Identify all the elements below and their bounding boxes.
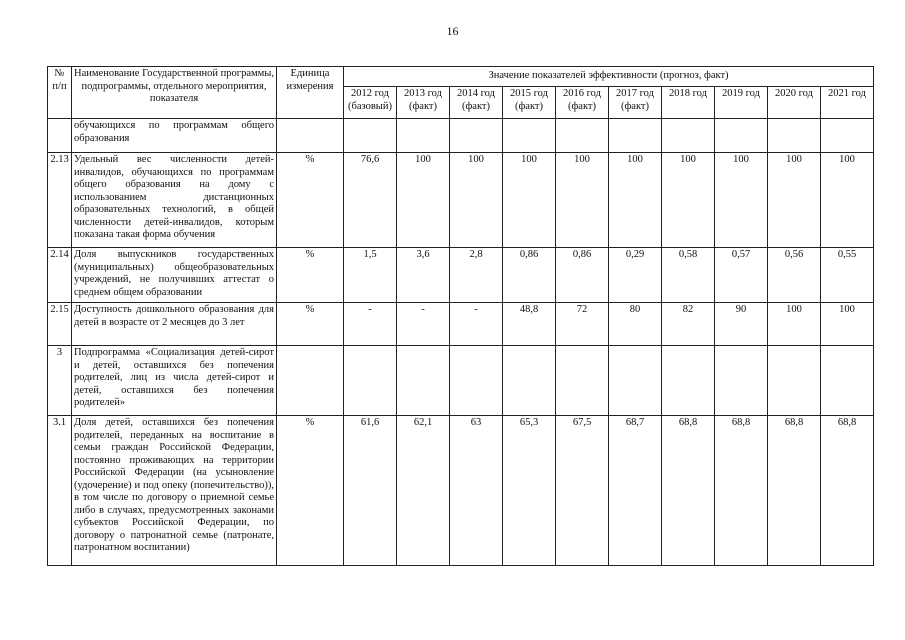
row-value-9 — [821, 346, 874, 416]
header-year-2 — [450, 87, 503, 119]
header-year-label: 2016 год — [563, 88, 601, 99]
row-value-1 — [397, 346, 450, 416]
row-value-7: 0,57 — [715, 248, 768, 303]
header-year-7 — [715, 87, 768, 119]
row-value-0 — [344, 119, 397, 153]
row-value-7: 68,8 — [715, 416, 768, 566]
row-value-7: 100 — [715, 153, 768, 248]
header-year-label: 2014 год — [457, 88, 495, 99]
header-num: № п/п — [48, 67, 72, 119]
row-value-4: 0,86 — [556, 248, 609, 303]
row-unit — [277, 346, 344, 416]
row-value-4 — [556, 119, 609, 153]
row-value-3: 48,8 — [503, 303, 556, 346]
row-name: Доля детей, оставшихся без попечения родителей, переданных на воспитание в семьи граждан Российской Федерации, постоянно проживающих на территории Российской Федерации (на усыновление (удочерение) и под опеку (попечительство)), в том числе по договору о приемной семье либо в случаях, предусмотренных законами субъектов Российской Федерации, по договору о патронатной семье (патронате, патронатном воспитании) — [72, 416, 277, 566]
row-unit: % — [277, 303, 344, 346]
row-value-6: 82 — [662, 303, 715, 346]
row-value-0: 76,6 — [344, 153, 397, 248]
row-value-1 — [397, 119, 450, 153]
row-value-3: 65,3 — [503, 416, 556, 566]
row-value-9 — [821, 119, 874, 153]
header-year-5 — [609, 87, 662, 119]
header-year-label: 2020 год — [775, 88, 813, 99]
row-value-6 — [662, 119, 715, 153]
header-year-4 — [556, 87, 609, 119]
row-value-2: - — [450, 303, 503, 346]
row-value-2 — [450, 346, 503, 416]
row-num: 2.13 — [48, 153, 72, 248]
row-value-7 — [715, 119, 768, 153]
row-value-9: 100 — [821, 153, 874, 248]
row-name: Доля выпускников государственных (муниципальных) общеобразовательных учреждений, не получивших аттестат о среднем общем образовании — [72, 248, 277, 303]
header-year-note: (факт) — [567, 100, 596, 112]
row-value-8 — [768, 346, 821, 416]
row-value-5 — [609, 119, 662, 153]
header-year-9 — [821, 87, 874, 119]
table-row — [48, 119, 874, 153]
row-value-6: 100 — [662, 153, 715, 248]
row-value-3: 0,86 — [503, 248, 556, 303]
table-row — [48, 346, 874, 416]
header-year-3 — [503, 87, 556, 119]
header-year-note: (факт) — [408, 100, 437, 112]
header-year-note: (факт) — [514, 100, 543, 112]
row-num: 2.15 — [48, 303, 72, 346]
row-value-2: 2,8 — [450, 248, 503, 303]
row-value-1: 62,1 — [397, 416, 450, 566]
row-unit — [277, 119, 344, 153]
row-value-5: 100 — [609, 153, 662, 248]
row-value-0: 61,6 — [344, 416, 397, 566]
row-num — [48, 119, 72, 153]
row-unit: % — [277, 153, 344, 248]
header-values-group: Значение показателей эффективности (прогноз, факт) — [344, 67, 874, 87]
row-value-8: 100 — [768, 153, 821, 248]
row-unit: % — [277, 248, 344, 303]
row-value-5: 0,29 — [609, 248, 662, 303]
row-name: обучающихся по программам общего образования — [72, 119, 277, 153]
row-value-8: 100 — [768, 303, 821, 346]
row-value-0: 1,5 — [344, 248, 397, 303]
header-year-label: 2017 год — [616, 88, 654, 99]
row-value-3 — [503, 346, 556, 416]
row-value-3: 100 — [503, 153, 556, 248]
row-name: Подпрограмма «Социализация детей-сирот и детей, оставшихся без попечения родителей, лиц из числа детей-сирот и детей, оставшихся без попечения родителей» — [72, 346, 277, 416]
row-value-2: 100 — [450, 153, 503, 248]
row-value-9: 0,55 — [821, 248, 874, 303]
header-year-0 — [344, 87, 397, 119]
table-row — [48, 416, 874, 566]
row-value-9: 100 — [821, 303, 874, 346]
row-value-0 — [344, 346, 397, 416]
header-year-label: 2015 год — [510, 88, 548, 99]
page-number: 16 — [446, 24, 459, 38]
row-num: 3 — [48, 346, 72, 416]
header-year-label: 2021 год — [828, 88, 866, 99]
row-num: 3.1 — [48, 416, 72, 566]
row-value-5: 68,7 — [609, 416, 662, 566]
row-value-9: 68,8 — [821, 416, 874, 566]
header-year-label: 2018 год — [669, 88, 707, 99]
row-name: Удельный вес численности детей-инвалидов, обучающихся по программам общего образования на дому с использованием дистанционных образовательных технологий, в общей численности детей-инвалидов, которым показана такая форма обучения — [72, 153, 277, 248]
row-num: 2.14 — [48, 248, 72, 303]
row-value-4: 100 — [556, 153, 609, 248]
row-value-0: - — [344, 303, 397, 346]
row-value-2: 63 — [450, 416, 503, 566]
row-value-3 — [503, 119, 556, 153]
row-unit: % — [277, 416, 344, 566]
header-year-label: 2019 год — [722, 88, 760, 99]
row-value-6 — [662, 346, 715, 416]
header-unit: Единица измерения — [277, 67, 344, 119]
row-value-6: 0,58 — [662, 248, 715, 303]
header-year-6 — [662, 87, 715, 119]
row-value-4: 67,5 — [556, 416, 609, 566]
row-value-7 — [715, 346, 768, 416]
table-row — [48, 153, 874, 248]
row-value-1: 3,6 — [397, 248, 450, 303]
header-name: Наименование Государственной программы, подпрограммы, отдельного мероприятия, показателя — [72, 67, 277, 119]
header-year-note: (факт) — [620, 100, 649, 112]
table-row — [48, 303, 874, 346]
row-value-5 — [609, 346, 662, 416]
header-year-note: (факт) — [461, 100, 490, 112]
row-name: Доступность дошкольного образования для детей в возрасте от 2 месяцев до 3 лет — [72, 303, 277, 346]
header-year-note: (базовый) — [348, 100, 392, 112]
header-year-1 — [397, 87, 450, 119]
row-value-8: 68,8 — [768, 416, 821, 566]
row-value-4: 72 — [556, 303, 609, 346]
row-value-2 — [450, 119, 503, 153]
indicators-table — [47, 66, 874, 566]
header-year-label: 2013 год — [404, 88, 442, 99]
row-value-6: 68,8 — [662, 416, 715, 566]
row-value-4 — [556, 346, 609, 416]
header-year-label: 2012 год — [351, 88, 389, 99]
row-value-8 — [768, 119, 821, 153]
header-year-8 — [768, 87, 821, 119]
row-value-8: 0,56 — [768, 248, 821, 303]
table-row — [48, 248, 874, 303]
row-value-1: 100 — [397, 153, 450, 248]
row-value-7: 90 — [715, 303, 768, 346]
row-value-5: 80 — [609, 303, 662, 346]
row-value-1: - — [397, 303, 450, 346]
